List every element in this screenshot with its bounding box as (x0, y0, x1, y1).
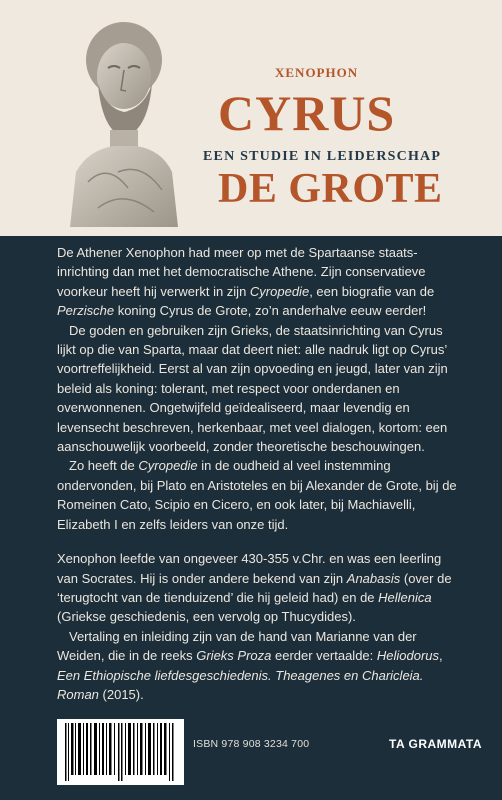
subtitle: EEN STUDIE IN LEIDERSCHAP (203, 149, 442, 164)
blurb-paragraph-3: Zo heeft de Cyropedie in de oudheid al veel instemming ondervonden, bij Plato en Aristoteles en bij Alexander de Grote, bij de Romeinen Cato, Scipio en Cicero, en ook later, bij Machiavelli, Elizabeth I en zelfs leiders van onze tijd. (57, 458, 457, 532)
blurb-paragraph-2: De goden en gebruiken zijn Grieks, de staatsinrichting van Cyrus lijkt op die van Sparta, maar dat deert niet: alle nadruk ligt op Cyrus’ voortreffelijkheid. Eerst al van zijn opvoeding en jeugd, later van zijn beleid als koning: tolerant, met respect voor onderdanen en overwonnenen. Ongetwijfeld geïdealiseerd, maar levendig en levensecht beschreven, herkenbaar, met veel dialogen, kortom: een aanschouwelijk voorbeeld, zonder theoretische beschouwingen. (57, 322, 448, 455)
barcode (57, 719, 184, 785)
title-line-1: CYRUS (218, 85, 396, 141)
isbn-number: ISBN 978 908 3234 700 (193, 738, 310, 750)
barcode-icon (63, 723, 178, 781)
blurb-text (57, 243, 457, 704)
author-bio-paragraph: Xenophon leefde van ongeveer 430-355 v.Chr. en was een leerling van Socrates. Hij is onder andere bekend van zijn Anabasis (over de ‘terugtocht van de tienduizend’ die hij geleid had) en de Hellenica (Griekse geschiedenis, een vervolg op Thucydides). (57, 551, 452, 625)
bust-illustration (58, 12, 188, 227)
cover-header-panel (0, 0, 502, 236)
publisher-name: TA GRAMMATA (389, 737, 483, 751)
author-name: XENOPHON (275, 65, 359, 80)
translation-paragraph: Vertaling en inleiding zijn van de hand van Marianne van der Weiden, die in de reeks Grieks Proza eerder vertaalde: Heliodorus, Een Ethiopische liefdesgeschiedenis. Theagenes en Charicleia. Roman (2015). (57, 628, 443, 702)
title-line-2: DE GROTE (218, 166, 443, 212)
blurb-paragraph-1: De Athener Xenophon had meer op met de Spartaanse staats-inrichting dan met het democratische Athene. Zijn conservatieve voorkeur heeft hij verwerkt in zijn Cyropedie, een biografie van de Perzische koning Cyrus de Grote, zo’n anderhalve eeuw eerder! (57, 245, 435, 319)
